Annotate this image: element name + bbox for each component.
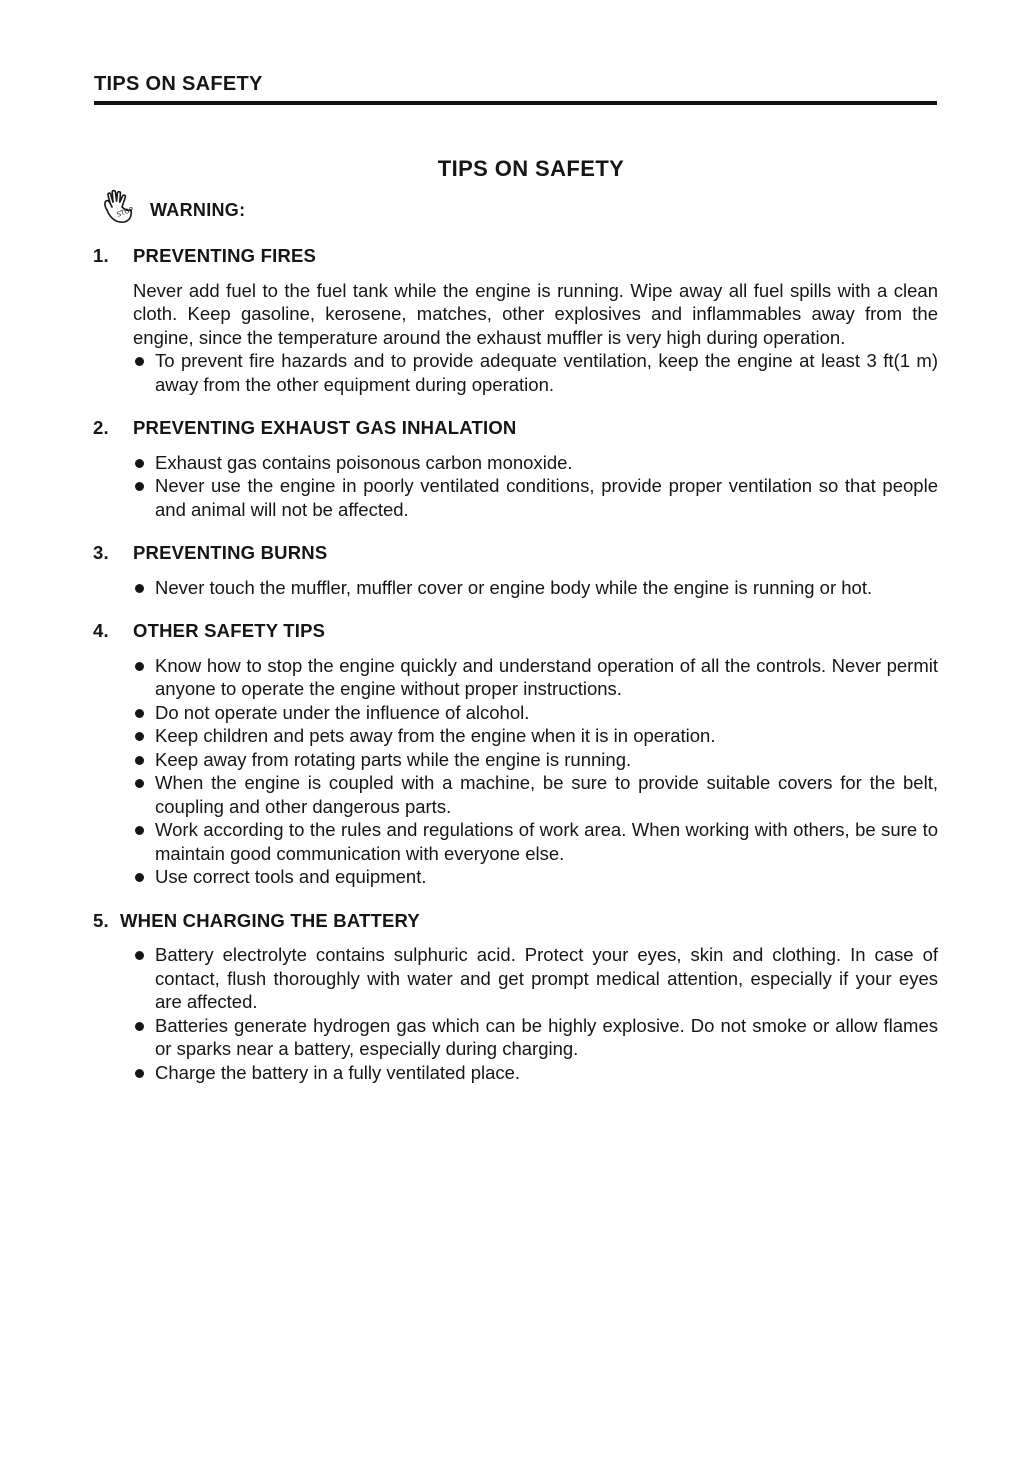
section-heading <box>93 541 938 565</box>
safety-content <box>93 244 938 1104</box>
bullet-item: Keep away from rotating parts while the engine is running. <box>133 748 938 772</box>
section-heading <box>93 909 938 933</box>
bullet-item: Never use the engine in poorly ventilated conditions, provide proper ventilation so that people and animal will not be affected. <box>133 474 938 521</box>
section-burns <box>93 541 938 599</box>
bullet-list <box>133 451 938 522</box>
section-number: 5. <box>93 909 109 931</box>
bullet-item: Exhaust gas contains poisonous carbon monoxide. <box>133 451 938 475</box>
bullet-item: Work according to the rules and regulations of work area. When working with others, be sure to maintain good communication with everyone else. <box>133 818 938 865</box>
section-paragraph: Never add fuel to the fuel tank while the engine is running. Wipe away all fuel spills with a clean cloth. Keep gasoline, kerosene, matches, other explosives and inflammables away from the engine, since the temperature around the exhaust muffler is very high during operation. <box>133 279 938 348</box>
running-header: TIPS ON SAFETY <box>94 73 263 95</box>
bullet-item: When the engine is coupled with a machine, be sure to provide suitable covers for the belt, coupling and other dangerous parts. <box>133 771 938 818</box>
bullet-list <box>133 349 938 396</box>
section-heading <box>93 619 938 643</box>
section-title: PREVENTING EXHAUST GAS INHALATION <box>133 417 517 438</box>
section-heading <box>93 416 938 440</box>
svg-text:STOP: STOP <box>115 204 135 219</box>
bullet-item: Do not operate under the influence of alcohol. <box>133 701 938 725</box>
section-number: 2. <box>93 417 109 438</box>
section-battery <box>93 909 938 1085</box>
bullet-item: To prevent fire hazards and to provide adequate ventilation, keep the engine at least 3 ft(1 m) away from the other equipment during operation. <box>133 349 938 396</box>
warning-label: WARNING: <box>150 199 246 220</box>
bullet-list <box>133 576 938 600</box>
section-title: WHEN CHARGING THE BATTERY <box>120 909 420 931</box>
bullet-item: Know how to stop the engine quickly and understand operation of all the controls. Never permit anyone to operate the engine without proper instructions. <box>133 654 938 701</box>
warning-block <box>98 190 245 230</box>
bullet-list <box>133 943 938 1084</box>
section-number: 3. <box>93 542 109 563</box>
section-title: OTHER SAFETY TIPS <box>133 620 326 641</box>
section-title: PREVENTING BURNS <box>133 542 328 563</box>
section-exhaust-gas <box>93 416 938 521</box>
bullet-item: Use correct tools and equipment. <box>133 865 938 889</box>
bullet-item: Keep children and pets away from the engine when it is in operation. <box>133 724 938 748</box>
section-number: 4. <box>93 620 109 641</box>
header-rule <box>94 101 937 105</box>
section-number: 1. <box>93 245 109 266</box>
section-heading <box>93 244 938 268</box>
bullet-list <box>133 654 938 889</box>
bullet-item: Batteries generate hydrogen gas which can be highly explosive. Do not smoke or allow flames or sparks near a battery, especially during charging. <box>133 1014 938 1061</box>
page-title: TIPS ON SAFETY <box>437 156 625 181</box>
bullet-item: Never touch the muffler, muffler cover or engine body while the engine is running or hot. <box>133 576 938 600</box>
bullet-item: Charge the battery in a fully ventilated place. <box>133 1061 938 1085</box>
section-other-tips <box>93 619 938 889</box>
bullet-item: Battery electrolyte contains sulphuric acid. Protect your eyes, skin and clothing. In case of contact, flush thoroughly with water and get prompt medical attention, especially if your eyes are affected. <box>133 943 938 1014</box>
section-title: PREVENTING FIRES <box>133 245 317 266</box>
section-preventing-fires <box>93 244 938 396</box>
stop-hand-icon <box>98 188 138 233</box>
